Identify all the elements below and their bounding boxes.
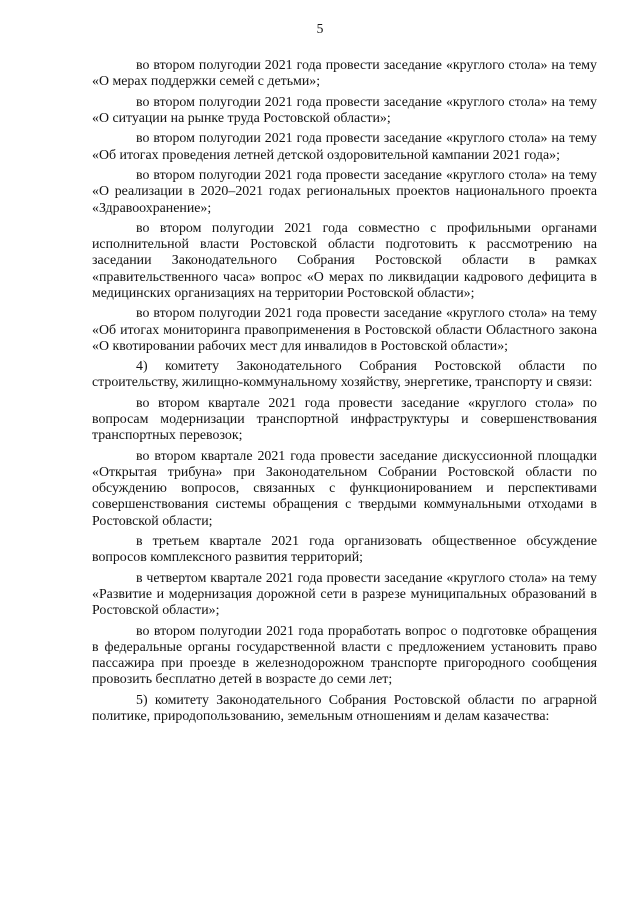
paragraph-2: во втором полугодии 2021 года провести заседание «круглого стола» на тему «О ситуации на рынке труда Ростовской области»; [92, 94, 597, 126]
paragraph-13-committee-heading: 5) комитету Законодательного Собрания Ростовской области по аграрной политике, природопользованию, земельным отношениям и делам казачества: [92, 692, 597, 725]
paragraph-8: во втором квартале 2021 года провести заседание «круглого стола» по вопросам модернизации транспортной инфраструктуры и совершенствования транспортных перевозок; [92, 395, 597, 444]
paragraph-6: во втором полугодии 2021 года провести заседание «круглого стола» на тему «Об итогах мониторинга правоприменения в Ростовской области Областного закона «О квотировании рабочих мест для инвалидов в Ростовской области»; [92, 306, 597, 354]
paragraph-4: во втором полугодии 2021 года провести заседание «круглого стола» на тему «О реализации в 2020–2021 годах региональных проектов национального проекта «Здравоохранение»; [92, 168, 597, 216]
page-number: 5 [316, 21, 324, 36]
paragraph-7-committee-heading: 4) комитету Законодательного Собрания Ростовской области по строительству, жилищно-коммунальному хозяйству, энергетике, транспорту и связи: [92, 359, 597, 391]
paragraph-10: в третьем квартале 2021 года организовать общественное обсуждение вопросов комплексного развития территорий; [92, 534, 597, 566]
paragraph-12: во втором полугодии 2021 года проработать вопрос о подготовке обращения в федеральные органы государственной власти с предложением установить право пассажира при проезде в железнодорожном транспорте пригородного сообщения провозить бесплатно детей в возрасте до семи лет; [92, 623, 597, 688]
document-body [92, 58, 597, 730]
paragraph-5: во втором полугодии 2021 года совместно с профильными органами исполнительной власти Ростовской области подготовить к рассмотрению на заседании Законодательного Собрания Ростовской области в рамках «правительственного часа» вопрос «О мерах по ликвидации кадрового дефицита в медицинских организациях на территории Ростовской области»; [92, 221, 597, 301]
paragraph-9: во втором квартале 2021 года провести заседание дискуссионной площадки «Открытая трибуна» при Законодательном Собрании Ростовской области по обсуждению вопросов, связанных с функционированием и перспективами совершенствования системы обращения с твердыми коммунальными отходами в Ростовской области; [92, 448, 597, 529]
paragraph-11: в четвертом квартале 2021 года провести заседание «круглого стола» на тему «Развитие и модернизация дорожной сети в разрезе муниципальных образований в Ростовской области»; [92, 570, 597, 619]
paragraph-3: во втором полугодии 2021 года провести заседание «круглого стола» на тему «Об итогах проведения летней детской оздоровительной кампании 2021 года»; [92, 131, 597, 163]
paragraph-1: во втором полугодии 2021 года провести заседание «круглого стола» на тему «О мерах поддержки семей с детьми»; [92, 58, 597, 90]
